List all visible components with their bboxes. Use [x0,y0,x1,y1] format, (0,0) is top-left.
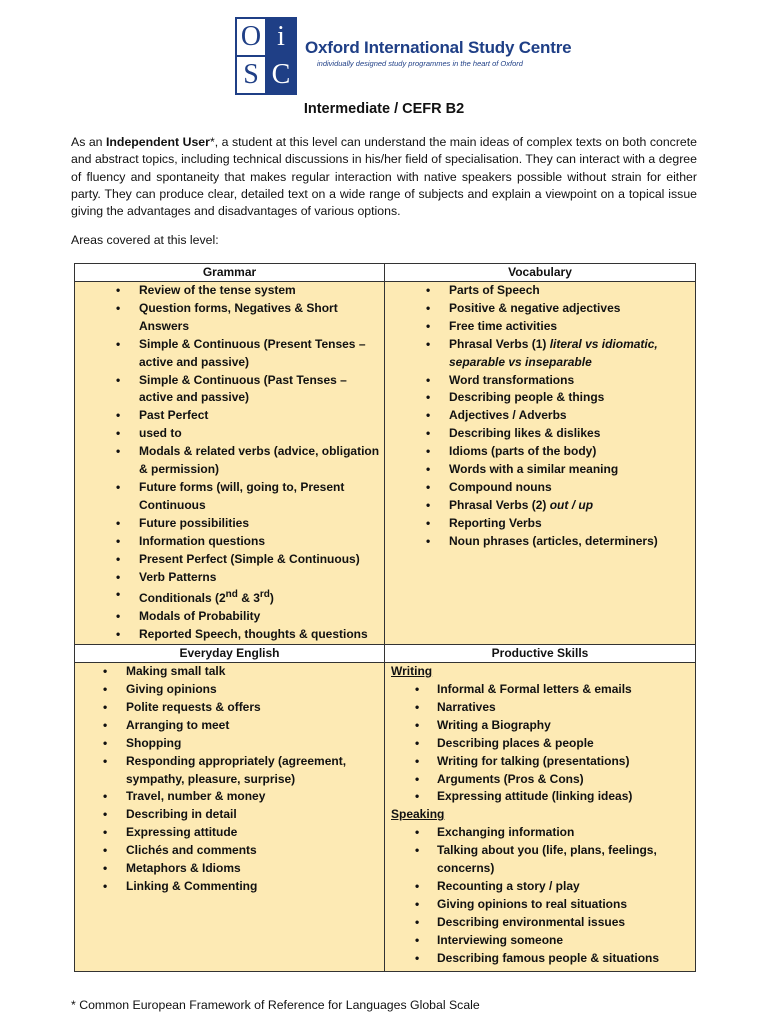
speaking-item: • Exchanging information [385,824,695,842]
grammar-header: Grammar [75,264,385,282]
speaking-item: • Talking about you (life, plans, feelings, concerns) [385,842,695,878]
logo-name: Oxford International Study Centre [305,38,572,57]
grammar-item-text: Information questions [139,533,265,548]
logo-letter-o: O [237,19,265,55]
everyday-english-item: • Responding appropriately (agreement, sympathy, pleasure, surprise) [75,753,384,789]
writing-subheading: Writing [391,664,433,679]
grammar-item-text: Modals of Probability [139,609,261,624]
vocabulary-cell [385,282,696,645]
everyday-english-item: • Linking & Commenting [75,878,384,896]
grammar-item-text: Simple & Continuous (Past Tenses – active and passive) [139,372,347,405]
vocabulary-item [385,282,695,300]
vocabulary-item-text: Reporting Verbs [449,515,542,530]
everyday-english-item: • Metaphors & Idioms [75,860,384,878]
grammar-item [75,586,384,608]
vocabulary-item [385,318,695,336]
writing-item: • Expressing attitude (linking ideas) [385,788,695,806]
speaking-item: • Recounting a story / play [385,878,695,896]
syllabus-table [74,263,696,972]
oisc-logo [235,17,571,95]
grammar-item [75,551,384,569]
speaking-item: • Describing famous people & situations [385,950,695,968]
everyday-english-item: • Shopping [75,735,384,753]
vocabulary-item [385,372,695,390]
vocabulary-item [385,336,695,372]
logo-letter-i: i [267,19,295,55]
everyday-english-item: • Describing in detail [75,806,384,824]
everyday-english-item: • Clichés and comments [75,842,384,860]
grammar-item-text: Reported Speech, thoughts & questions [139,627,368,642]
vocabulary-list [385,282,695,551]
vocabulary-item-italic: literal vs idiomatic, separable vs inseparable [449,336,658,369]
writing-list [385,681,695,806]
everyday-english-header: Everyday English [75,645,385,663]
intro-lead: As an [71,135,106,149]
productive-skills-cell [385,663,696,972]
grammar-item [75,569,384,587]
speaking-item: • Interviewing someone [385,932,695,950]
grammar-item-text: Past Perfect [139,408,209,423]
vocabulary-item-text: Noun phrases (articles, determiners) [449,533,658,548]
everyday-english-item: • Arranging to meet [75,717,384,735]
vocabulary-item-text: Compound nouns [449,479,552,494]
vocabulary-item [385,461,695,479]
vocabulary-item [385,300,695,318]
superscript: nd [225,589,238,601]
vocabulary-item-text: Describing likes & dislikes [449,426,601,441]
grammar-item [75,425,384,443]
grammar-item [75,282,384,300]
writing-item: • Writing a Biography [385,717,695,735]
vocabulary-item [385,479,695,497]
intro-rest: *, a student at this level can understand the main ideas of complex texts on both concrete and abstract topics, including technical discussions in his/her field of specialisation. They can interact with a degree of fluency and spontaneity that makes regular interaction with native speakers possible without strain for either party. They can produce clear, detailed text on a wide range of subjects and explain a viewpoint on a topical issue giving the advantages and disadvantages of various options. [71,135,698,219]
grammar-item-text: Future forms (will, going to, Present Continuous [139,479,345,512]
grammar-item [75,533,384,551]
everyday-english-item: • Expressing attitude [75,824,384,842]
logo-tagline: individually designed study programmes in the heart of Oxford [317,59,523,68]
everyday-english-item: • Polite requests & offers [75,699,384,717]
grammar-cell [75,282,385,645]
vocabulary-item [385,533,695,551]
writing-item: • Narratives [385,699,695,717]
intro-paragraph [71,134,697,220]
vocabulary-item-text: Parts of Speech [449,283,540,297]
vocabulary-item-text: Idioms (parts of the body) [449,444,597,459]
vocabulary-item-text: Word transformations [449,372,575,387]
vocabulary-item [385,407,695,425]
writing-item: • Arguments (Pros & Cons) [385,771,695,789]
grammar-item-text: ) [269,591,274,606]
grammar-item-text: Future possibilities [139,515,250,530]
grammar-item [75,372,384,408]
intro-bold-term: Independent User [106,135,210,149]
speaking-subheading: Speaking [391,807,445,822]
grammar-item [75,479,384,515]
grammar-item-text: Modals & related verbs (advice, obligation & permission) [139,444,380,477]
everyday-english-list [75,663,384,896]
vocabulary-item-italic: out / up [549,497,594,512]
vocabulary-item [385,425,695,443]
logo-letter-c: C [267,57,295,93]
grammar-item [75,626,384,644]
speaking-item: • Giving opinions to real situations [385,896,695,914]
vocabulary-item-text: Phrasal Verbs (1) [449,336,550,351]
grammar-item [75,515,384,533]
everyday-english-item: • Making small talk [75,663,384,681]
vocabulary-item [385,497,695,515]
vocabulary-item-text: Adjectives / Adverbs [449,408,567,423]
grammar-item-text: Conditionals (2 [139,591,226,606]
grammar-item [75,443,384,479]
speaking-item: • Describing environmental issues [385,914,695,932]
vocabulary-header: Vocabulary [385,264,696,282]
writing-item: • Describing places & people [385,735,695,753]
vocabulary-item [385,389,695,407]
grammar-item-text: Question forms, Negatives & Short Answers [139,300,338,333]
footnote: * Common European Framework of Reference for Languages Global Scale [71,998,480,1012]
logo-mark [235,17,297,95]
logo-letter-s: S [237,57,265,93]
page-title: Intermediate / CEFR B2 [303,101,465,117]
vocabulary-item-text: Words with a similar meaning [449,462,619,477]
writing-item: • Informal & Formal letters & emails [385,681,695,699]
grammar-item [75,336,384,372]
grammar-item [75,300,384,336]
everyday-english-cell [75,663,385,972]
grammar-item [75,407,384,425]
grammar-item-text: & 3 [237,591,260,606]
vocabulary-item-text: Phrasal Verbs (2) [449,497,550,512]
logo-text [305,38,571,68]
productive-skills-header: Productive Skills [385,645,696,663]
vocabulary-item-text: Describing people & things [449,390,605,405]
grammar-item-text: Review of the tense system [139,283,296,297]
areas-label: Areas covered at this level: [71,233,219,247]
grammar-item [75,608,384,626]
grammar-item-text: used to [139,426,182,441]
grammar-list [75,282,384,644]
vocabulary-item-text: Positive & negative adjectives [449,300,621,315]
superscript: rd [259,589,270,601]
grammar-item-text: Verb Patterns [139,569,217,584]
grammar-item-text: Present Perfect (Simple & Continuous) [139,551,360,566]
vocabulary-item [385,443,695,461]
writing-item: • Writing for talking (presentations) [385,753,695,771]
speaking-list [385,824,695,967]
vocabulary-item [385,515,695,533]
everyday-english-item: • Giving opinions [75,681,384,699]
vocabulary-item-text: Free time activities [449,318,558,333]
everyday-english-item: • Travel, number & money [75,788,384,806]
grammar-item-text: Simple & Continuous (Present Tenses – active and passive) [139,336,366,369]
